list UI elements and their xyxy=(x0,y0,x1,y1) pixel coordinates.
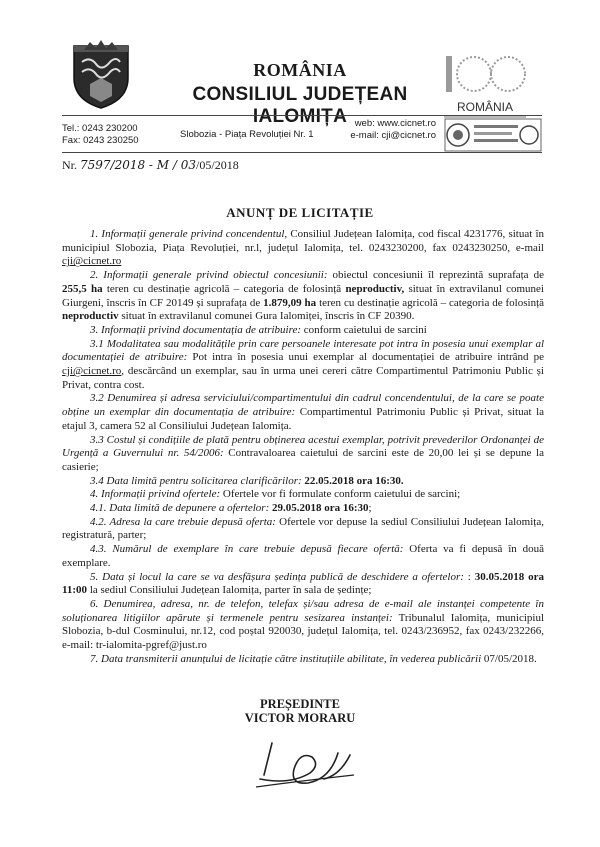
header-bottom-divider xyxy=(62,152,542,153)
section-4-3: 4.3. Numărul de exemplare în care trebuie depusă fiecare ofertă: Oferta va fi depusă în două exemplare. xyxy=(62,543,544,569)
country-title: ROMÂNIA xyxy=(253,60,347,80)
registration-number xyxy=(62,158,239,173)
fax-number: Fax: 0243 230250 xyxy=(62,135,139,146)
section-2: 2. Informații generale privind obiectul concesiunii: obiectul concesiunii îl reprezintă suprafața de 255,5 ha teren cu destinație agricolă – categoria de folosință neproductiv, situat în extravilanul comunei Giurgeni, înscris în CF 20149 și suprafața de 1.879,09 ha teren cu destinație agricolă – categoria de folosință neproductiv situat în extravilanul comunei Gura Ialomiței, înscris în CF 20390. xyxy=(62,269,545,323)
registration-suffix: /05/2018 xyxy=(196,158,239,172)
section-3-1: 3.1 Modalitatea sau modalitățile prin care persoanele interesate pot intra în posesia unui exemplar al documentației de atribuire: Pot intra în posesia unui exemplar al documentației de atribuire intrând pe cji@cicnet.ro, descărcând un exemplar, sau în urma unei cereri către Compartimentul Patrimoniu Public și Privat, contra cost. xyxy=(62,337,544,391)
header-divider xyxy=(62,115,542,116)
handwritten-signature-icon xyxy=(250,735,360,795)
contact-web xyxy=(350,118,436,142)
section-7: 7. Data transmiterii anunțului de licitație către instituțiile abilitate, în vederea publicării 07/05/2018. xyxy=(90,652,537,665)
document-body xyxy=(62,228,544,667)
section-4-1: 4.1. Data limită de depunere a ofertelor: 29.05.2018 ora 16:30; xyxy=(90,502,372,515)
registration-handwritten: 7597/2018 - M / 03 xyxy=(80,158,197,172)
signatory-name: VICTOR MORARU xyxy=(244,711,356,725)
signatory-role: PREȘEDINTE xyxy=(260,697,340,711)
centenary-100-icon xyxy=(440,50,530,100)
institution-title: CONSILIUL JUDEȚEAN IALOMIȚA xyxy=(192,84,408,127)
contact-phones xyxy=(62,123,139,147)
website: web: www.cicnet.ro xyxy=(354,118,436,129)
section-4: 4. Informații privind ofertele: Ofertele vor fi formulate conform caietului de sarcini; xyxy=(90,488,461,501)
registration-prefix: Nr. xyxy=(62,158,77,172)
section-4-2: 4.2. Adresa la care trebuie depusă oferta: Ofertele vor depuse la sediul Consiliului Județean Ialomița, registratură, parter; xyxy=(62,515,544,542)
section-5: 5. Data și locul la care se va desfășura ședința publică de deschidere a ofertelor: : 30.05.2018 ora 11:00 la sediul Consiliului Județean Ialomița, parter în sala de ședințe; xyxy=(62,570,544,597)
centenary-logo-label: ROMÂNIA xyxy=(456,100,513,114)
email-address: e-mail: cji@cicnet.ro xyxy=(350,130,436,141)
postal-address: Slobozia - Piața Revoluției Nr. 1 xyxy=(180,129,314,140)
phone-number: Tel.: 0243 230200 xyxy=(62,123,138,134)
section-3-2: 3.2 Denumirea și adresa serviciului/compartimentului din cadrul concendentului, de la care se poate obține un exemplar din documentația de atribuire: Compartimentul Patrimoniu Public și Privat, situat la etajul 3, camera 52 al Consiliului Județean Ialomița. xyxy=(62,392,545,432)
certification-logos-icon xyxy=(444,117,542,153)
section-6: 6. Denumirea, adresa, nr. de telefon, telefax și/sau adresa de e-mail ale instanței competente în soluționarea litigiilor apărute și termenele pentru sesizarea instanței: Tribunalul Ialomița, municipiul Slobozia, b-dul Cosminului, nr.12, cod poștal 920030, județul Ialomița, tel. 0243/236952, fax 0243/232266, e-mail: tr-ialomita-pgref@just.ro xyxy=(62,597,544,652)
section-3-4: 3.4 Data limită pentru solicitarea clarificărilor: 22.05.2018 ora 16:30. xyxy=(90,474,404,487)
document-title: ANUNȚ DE LICITAȚIE xyxy=(226,205,374,220)
section-3-3: 3.3 Costul și condițiile de plată pentru obținerea acestui exemplar, potrivit prevederilor Ordonanței de Urgență a Guvernului nr. 54/2006: Contravaloarea caietului de sarcini este de 20,00 lei și se depune la casierie; xyxy=(62,433,544,473)
section-3: 3. Informații privind documentația de atribuire: conform caietului de sarcini xyxy=(90,323,427,336)
section-1: 1. Informații generale privind concendentul, Consiliul Județean Ialomița, cod fiscal 4231776, situat în municipiul Slobozia, Piața Revoluției, nr.l, județul Ialomița, tel. 0243230200, fax 0243230250, e-mail cji@cicnet.ro xyxy=(62,228,544,268)
